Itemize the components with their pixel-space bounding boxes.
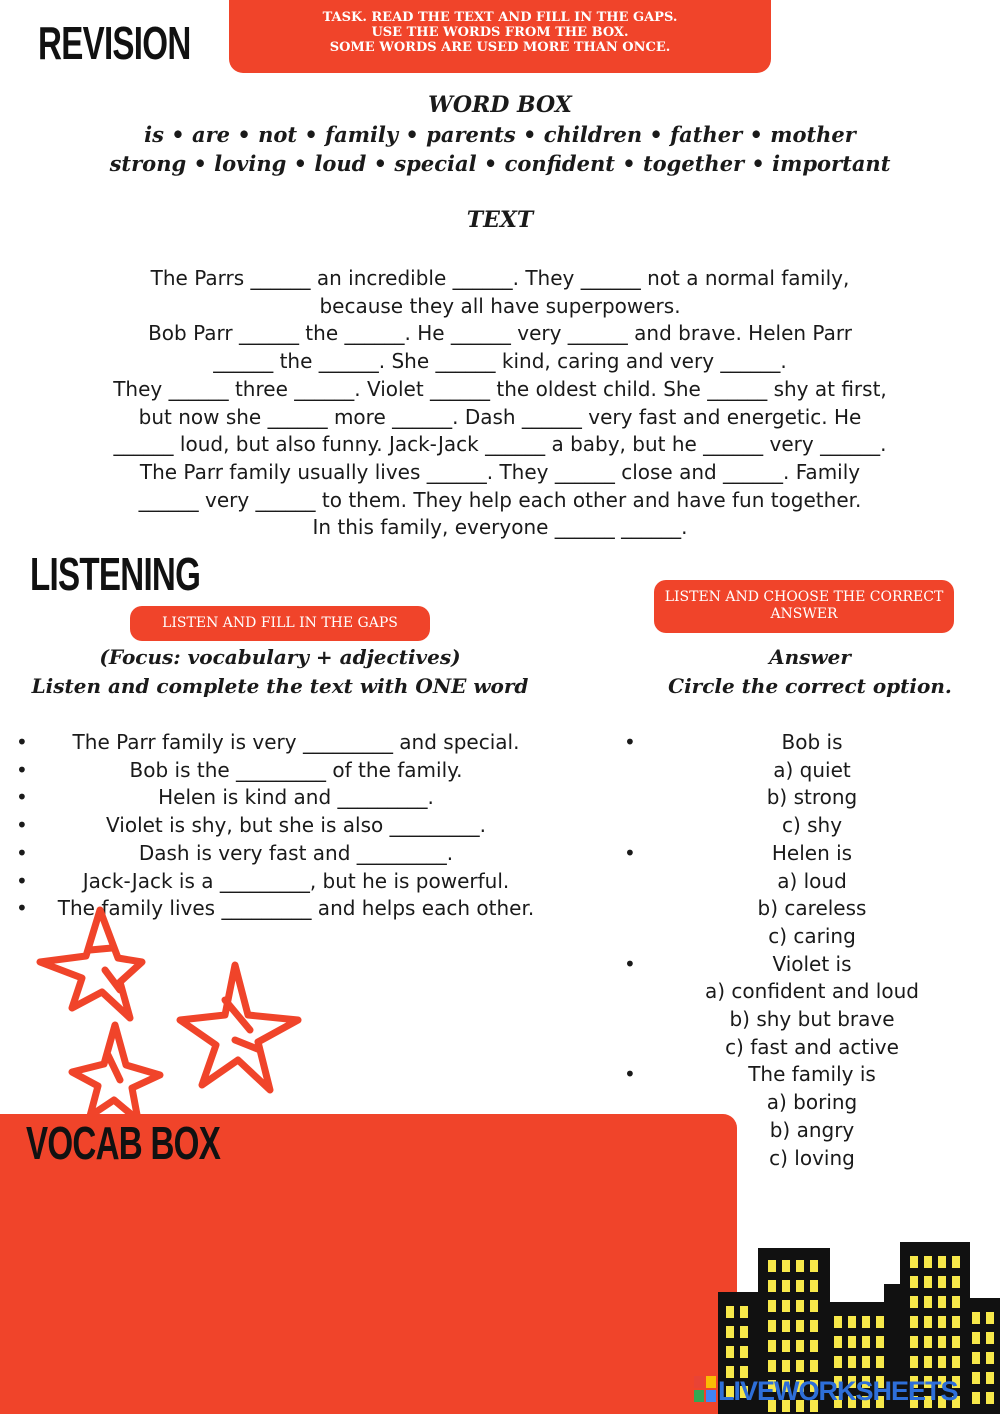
bullet: •	[16, 840, 28, 865]
passage-line: ______ the ______. She ______ kind, caring and very ______.	[213, 349, 787, 374]
vocab-box-heading: VOCAB BOX	[26, 1117, 221, 1169]
building-window	[952, 1316, 960, 1328]
pill-line: LISTEN AND CHOOSE THE CORRECT	[664, 589, 944, 605]
building-window	[876, 1316, 884, 1328]
building-window	[876, 1356, 884, 1368]
building-window	[952, 1256, 960, 1268]
task-line: USE THE WORDS FROM THE BOX.	[371, 25, 629, 40]
building-window	[972, 1312, 980, 1324]
answer-option[interactable]: c) loving	[769, 1145, 855, 1170]
building-window	[952, 1296, 960, 1308]
question-text: Bob is	[781, 730, 843, 754]
building-window	[782, 1260, 790, 1272]
star-doodle-icon	[40, 910, 142, 1018]
building-window	[796, 1320, 804, 1332]
building-window	[910, 1276, 918, 1288]
building-window	[986, 1332, 994, 1344]
answer-option[interactable]: a) quiet	[773, 757, 851, 782]
building-window	[972, 1352, 980, 1364]
building-window	[796, 1300, 804, 1312]
list-item	[16, 757, 576, 785]
gap-sentence: Bob is the _________ of the family.	[129, 757, 463, 782]
building-window	[740, 1306, 748, 1318]
building-window	[938, 1256, 946, 1268]
building-window	[768, 1280, 776, 1292]
fill-focus: (Focus: vocabulary + adjectives)	[99, 645, 461, 669]
bullet: •	[16, 730, 28, 754]
answer-option[interactable]: a) boring	[766, 1090, 858, 1115]
question-text: Violet is	[772, 951, 852, 976]
gap-sentence: Helen is kind and _________.	[158, 785, 434, 810]
pill-line: ANSWER	[770, 606, 838, 622]
passage-line: Bob Parr ______ the ______. He ______ very ______ and brave. Helen Parr	[148, 321, 852, 346]
building-window	[952, 1336, 960, 1348]
text-title: TEXT	[466, 207, 534, 233]
answer-option[interactable]: a) loud	[777, 868, 847, 893]
building-window	[910, 1256, 918, 1268]
answer-option[interactable]: c) shy	[781, 813, 843, 838]
building-window	[924, 1356, 932, 1368]
bullet: •	[624, 951, 636, 976]
building-window	[952, 1276, 960, 1288]
bullet: •	[624, 840, 636, 865]
task-banner	[229, 0, 771, 73]
list-item	[16, 840, 576, 868]
bullet: •	[16, 813, 28, 838]
bullet: •	[624, 730, 636, 754]
building-window	[924, 1256, 932, 1268]
passage-line: They ______ three ______. Violet ______ the oldest child. She ______ shy at first,	[113, 376, 887, 401]
building-window	[938, 1276, 946, 1288]
building-window	[810, 1340, 818, 1352]
listen-fill-pill: LISTEN AND FILL IN THE GAPS	[130, 606, 430, 641]
building-window	[924, 1276, 932, 1288]
bullet: •	[16, 785, 28, 810]
building-window	[938, 1316, 946, 1328]
choose-answer-label: Answer	[769, 645, 851, 669]
building-window	[768, 1260, 776, 1272]
building-window	[726, 1326, 734, 1338]
list-item	[16, 784, 576, 812]
star-doodles	[20, 880, 320, 1130]
task-line: SOME WORDS ARE USED MORE THAN ONCE.	[329, 40, 671, 55]
list-item	[16, 729, 576, 757]
question-text: The family is	[748, 1062, 876, 1087]
star-doodle-icon	[72, 1025, 160, 1120]
building-window	[726, 1346, 734, 1358]
brand-text: LIVEWORKSHEETS	[718, 1376, 958, 1406]
building-window	[938, 1336, 946, 1348]
revision-heading: REVISION	[38, 17, 191, 69]
building-window	[796, 1260, 804, 1272]
building-window	[924, 1336, 932, 1348]
building-window	[834, 1336, 842, 1348]
passage-line: The Parr family usually lives ______. They ______ close and ______. Family	[139, 459, 861, 484]
building-window	[910, 1296, 918, 1308]
choose-instruction: Circle the correct option.	[668, 674, 952, 698]
gap-sentence: Violet is shy, but she is also _________.	[106, 813, 486, 838]
building-window	[810, 1320, 818, 1332]
word-box-title: WORD BOX	[428, 92, 572, 118]
building-window	[862, 1356, 870, 1368]
task-line: TASK. READ THE TEXT AND FILL IN THE GAPS.	[322, 10, 678, 25]
building-window	[938, 1296, 946, 1308]
list-item	[16, 812, 576, 840]
building-window	[782, 1300, 790, 1312]
answer-option[interactable]: b) shy but brave	[729, 1007, 895, 1032]
bullet: •	[16, 896, 28, 921]
word-box-line: strong • loving • loud • special • confident • together • important	[109, 151, 891, 176]
passage-line: The Parrs ______ an incredible ______. They ______ not a normal family,	[150, 266, 850, 290]
answer-option[interactable]: c) fast and active	[725, 1034, 899, 1059]
building-window	[910, 1316, 918, 1328]
building-window	[768, 1300, 776, 1312]
building-window	[924, 1296, 932, 1308]
fill-instructions	[0, 643, 560, 701]
passage-line: ______ very ______ to them. They help each other and have fun together.	[138, 487, 862, 512]
building-window	[810, 1260, 818, 1272]
choose-instructions	[620, 643, 1000, 701]
building-window	[910, 1356, 918, 1368]
answer-option[interactable]: a) confident and loud	[705, 979, 919, 1004]
building-window	[768, 1320, 776, 1332]
answer-option[interactable]: b) angry	[769, 1117, 855, 1142]
building-window	[848, 1356, 856, 1368]
liveworksheets-logo	[694, 1376, 1000, 1404]
building-window	[782, 1320, 790, 1332]
choice-question-list	[624, 729, 1000, 1172]
building-window	[986, 1352, 994, 1364]
building-window	[740, 1326, 748, 1338]
building-window	[782, 1280, 790, 1292]
building-window	[768, 1360, 776, 1372]
building-window	[924, 1316, 932, 1328]
building-window	[768, 1340, 776, 1352]
passage-line: In this family, everyone ______ ______.	[312, 515, 688, 540]
building-window	[986, 1312, 994, 1324]
building-window	[796, 1360, 804, 1372]
gap-fill-passage	[0, 265, 1000, 542]
building-window	[848, 1316, 856, 1328]
building-window	[796, 1340, 804, 1352]
gap-sentence: Dash is very fast and _________.	[138, 840, 454, 865]
listen-choose-pill	[654, 580, 954, 633]
gap-sentence: Jack-Jack is a _________, but he is powerful.	[82, 868, 510, 893]
building-window	[782, 1360, 790, 1372]
star-doodle-icon	[180, 965, 298, 1090]
question-text: Helen is	[771, 840, 853, 865]
building-window	[740, 1346, 748, 1358]
building-window	[862, 1316, 870, 1328]
building-window	[796, 1280, 804, 1292]
building-window	[972, 1332, 980, 1344]
liveworksheets-icon	[694, 1376, 716, 1402]
building-window	[810, 1360, 818, 1372]
building-window	[938, 1356, 946, 1368]
building-window	[952, 1356, 960, 1368]
building-window	[862, 1336, 870, 1348]
bullet: •	[16, 868, 28, 893]
question-item	[624, 951, 1000, 1062]
listening-heading: LISTENING	[30, 548, 201, 600]
answer-option[interactable]: b) careless	[757, 896, 867, 921]
fill-instruction: Listen and complete the text with ONE word	[31, 674, 529, 698]
passage-line: but now she ______ more ______. Dash ______ very fast and energetic. He	[138, 404, 862, 429]
answer-option[interactable]: b) strong	[766, 785, 858, 810]
building-window	[810, 1300, 818, 1312]
building-window	[726, 1306, 734, 1318]
building-window	[876, 1336, 884, 1348]
bullet: •	[16, 757, 28, 782]
gap-sentence: The Parr family is very _________ and special.	[72, 730, 520, 754]
bullet: •	[624, 1062, 636, 1087]
building-window	[782, 1340, 790, 1352]
building-window	[910, 1336, 918, 1348]
building-window	[834, 1356, 842, 1368]
question-item	[624, 729, 1000, 840]
passage-line: because they all have superpowers.	[319, 293, 681, 318]
building-window	[810, 1280, 818, 1292]
question-item	[624, 840, 1000, 951]
passage-line: ______ loud, but also funny. Jack-Jack ______ a baby, but he ______ very ______.	[113, 432, 887, 457]
word-box-line: is • are • not • family • parents • children • father • mother	[144, 122, 856, 147]
answer-option[interactable]: c) caring	[768, 923, 856, 948]
building-window	[834, 1316, 842, 1328]
gap-sentence: The family lives _________ and helps each other.	[57, 896, 535, 921]
building-window	[848, 1336, 856, 1348]
